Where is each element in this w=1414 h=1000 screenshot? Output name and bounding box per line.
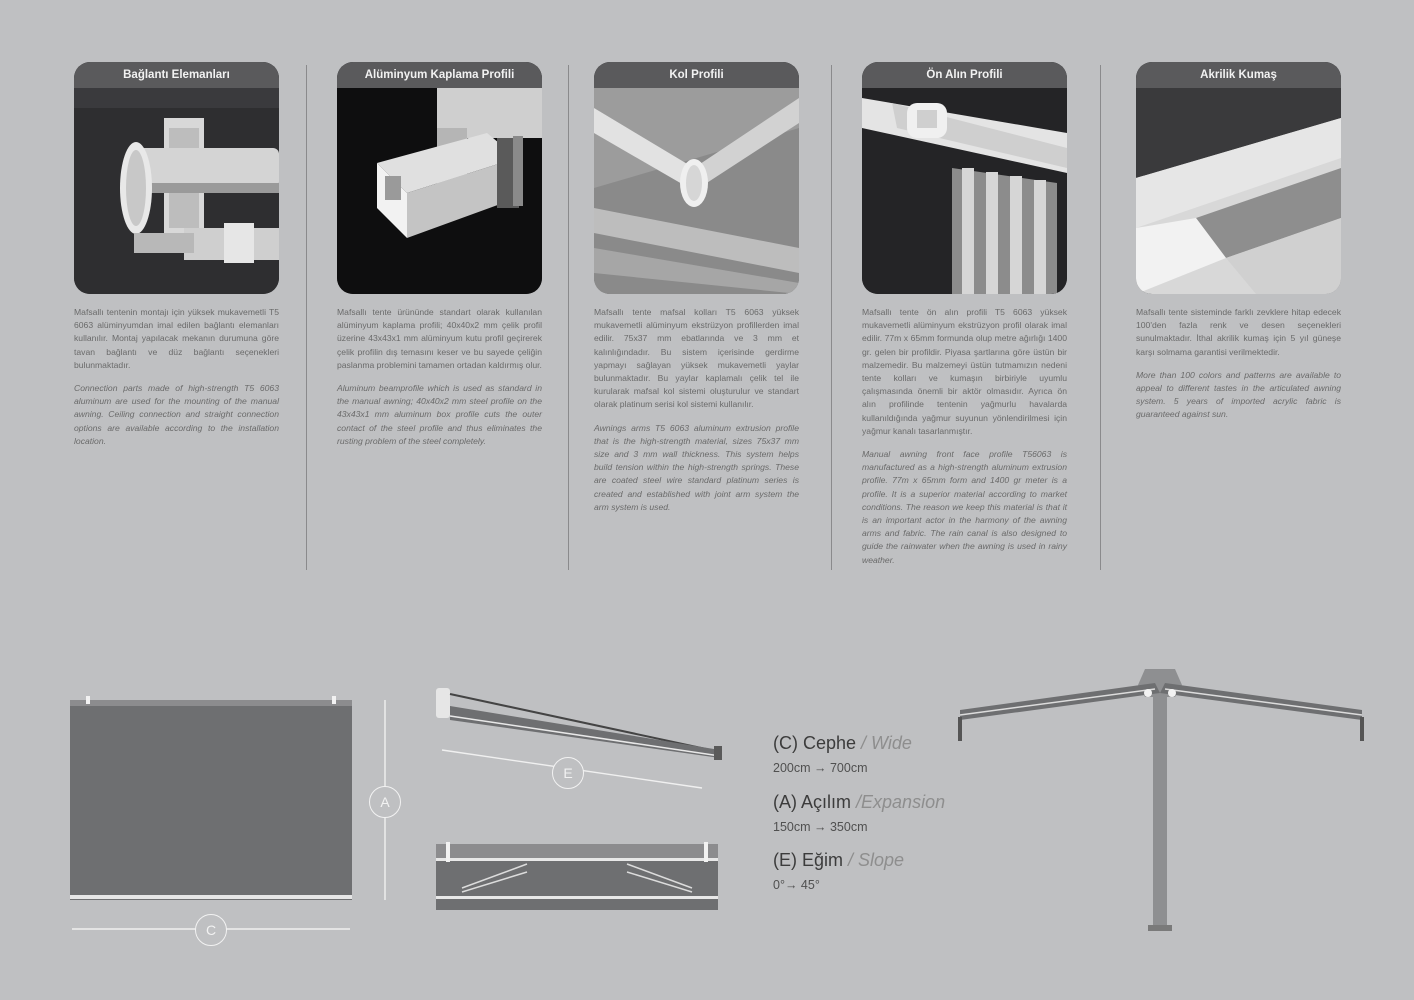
description-english: Aluminum beamprofile which is used as standard in the manual awning; 40x40x2 mm steel profile on the 43x43x1 mm aluminum box profile cuts the outer contact of the steel profile and thus eliminates the rusting problem of the steel completely. [337,383,542,446]
description-turkish: Mafsallı tente mafsal kolları T5 6063 yüksek mukavemetli alüminyum ekstrüzyon profillerden imal edilir. 75x37 mm ebatlarında ve 3 mm et kalınlığındadır. Bu sistem içerisinde gerdirme yapmayı sağlayan yüksek mukavemetli yaylar bulunmaktadır. Bu yaylar kaplamalı çelik tel ile kurularak mafsal kol sistemi oluşturulur ve standart olarak platinum serisi kol sistemi kullanılır. [594,307,799,410]
description-english: Manual awning front face profile T56063 is manufactured as a high-strength aluminum extrusion profile. 77m x 65mm form and 1400 gr meter is a profile. It is a superior material according to market conditions. The reason we keep this material is that it is an important actor in the harmony of the awning arms and fabric. The rain canal is also designed to guide the rainwater when the awning is used in rainy weather. [862,449,1067,565]
product-card-connection [74,62,279,294]
card-title: Kol Profili [594,62,799,88]
column-divider [831,65,832,570]
spec-slope-tr: (E) Eğim [773,850,844,870]
card-title: Akrilik Kumaş [1136,62,1341,88]
aluminum-profile-image [337,88,542,294]
product-card-arm-profile [594,62,799,294]
front-profile-image [862,88,1067,294]
spec-width-title [773,733,912,754]
spec-width-value: 200cm → 700cm [773,761,868,775]
card-description [862,306,1067,567]
description-turkish: Mafsallı tente ön alın profili T5 6063 yüksek mukavemetli alüminyum ekstrüzyon profil olarak imal edilir. 77m x 65mm formunda olup metre ağırlığı 1400 gr. gelen bir profildir. Piyasa şartlarına göre üstün bir malzemedir. Bu malzemeyi üstün tutmamızın nedeni tente kolları ve kumaşın birbiriyle uyumlu çalışmasında önemli bir aktör olmasıdır. Ayrıca ön alın profilinde tentenin yağmurlu havalarda kullanıldığında yağmur suyunun yönlendirilmesi için yağmur kanalı tasarlanmıştır. [862,307,1067,436]
description-english: Awnings arms T5 6063 aluminum extrusion profile that is the high-strength material, sizes 75x37 mm size and 3 mm wall thickness. This system helps build tension within the high-strength springs. These are coated steel wire standard platinum series is created and established with joint arm system the arm system is used. [594,422,799,512]
card-description [74,306,279,448]
description-english: More than 100 colors and patterns are available to appeal to different tastes in the articulated awning system. 5 years of imported acrylic fabric is guaranteed against sun. [1136,369,1341,420]
column-divider [306,65,307,570]
arm-profile-image [594,88,799,294]
dimension-c-label: C [195,914,227,946]
top-view-diagram [432,838,722,918]
card-description [594,306,799,514]
spec-expansion-tr: (A) Açılım [773,792,852,812]
dimension-e-label: E [552,757,584,789]
column-divider [1100,65,1101,570]
card-column-front-profile [862,62,1067,577]
front-view-diagram [60,690,410,950]
spec-width-en: / Wide [861,733,912,753]
card-title: Bağlantı Elemanları [74,62,279,88]
dimension-a-label: A [369,786,401,818]
spec-slope-title [773,850,904,871]
freestanding-awning-diagram [950,655,1370,955]
acrylic-fabric-image [1136,88,1341,294]
card-column-arm-profile [594,62,799,524]
spec-expansion-value: 150cm → 350cm [773,820,868,834]
card-title: Alüminyum Kaplama Profili [337,62,542,88]
card-column-aluminum-cover [337,62,542,458]
column-divider [568,65,569,570]
product-card-front-profile [862,62,1067,294]
spec-slope-en: / Slope [848,850,905,870]
product-card-acrylic-fabric [1136,62,1341,294]
card-description [1136,306,1341,422]
card-column-acrylic-fabric [1136,62,1341,432]
card-title: Ön Alın Profili [862,62,1067,88]
card-description [337,306,542,448]
description-turkish: Mafsallı tente sisteminde farklı zevklere hitap edecek 100'den fazla renk ve desen seçenekleri sunulmaktadır. İthal akrilik kumaş için 5 yıl güneşe karşı solmama garantisi verilmektedir. [1136,307,1341,357]
description-turkish: Mafsallı tentenin montajı için yüksek mukavemetli T5 6063 alüminyumdan imal edilen bağlantı elemanları kullanılır. Montaj yapılacak mekanın durumuna göre tavan bağlantı ve düz bağlantı seçenekleri bulunmaktadır. [74,307,279,370]
connection-parts-image [74,88,279,294]
spec-width-tr: (C) Cephe [773,733,857,753]
product-card-aluminum-cover [337,62,542,294]
card-column-connection [74,62,279,458]
spec-slope-value: 0°→ 45° [773,878,820,892]
spec-expansion-title [773,792,945,813]
description-turkish: Mafsallı tente ürününde standart olarak kullanılan alüminyum kaplama profili; 40x40x2 mm çelik profil üzerine 43x43x1 mm alüminyum kutu profil geçirerek çelik profilin dış temasını keser ve bu sayede çeliğin paslanma problemini tamamen ortadan kaldırmış olur. [337,307,542,370]
spec-expansion-en: /Expansion [856,792,946,812]
description-english: Connection parts made of high-strength T5 6063 aluminum are used for the mounting of the manual awning. Ceiling connection and straight connection options are available according to the installation location. [74,383,279,446]
